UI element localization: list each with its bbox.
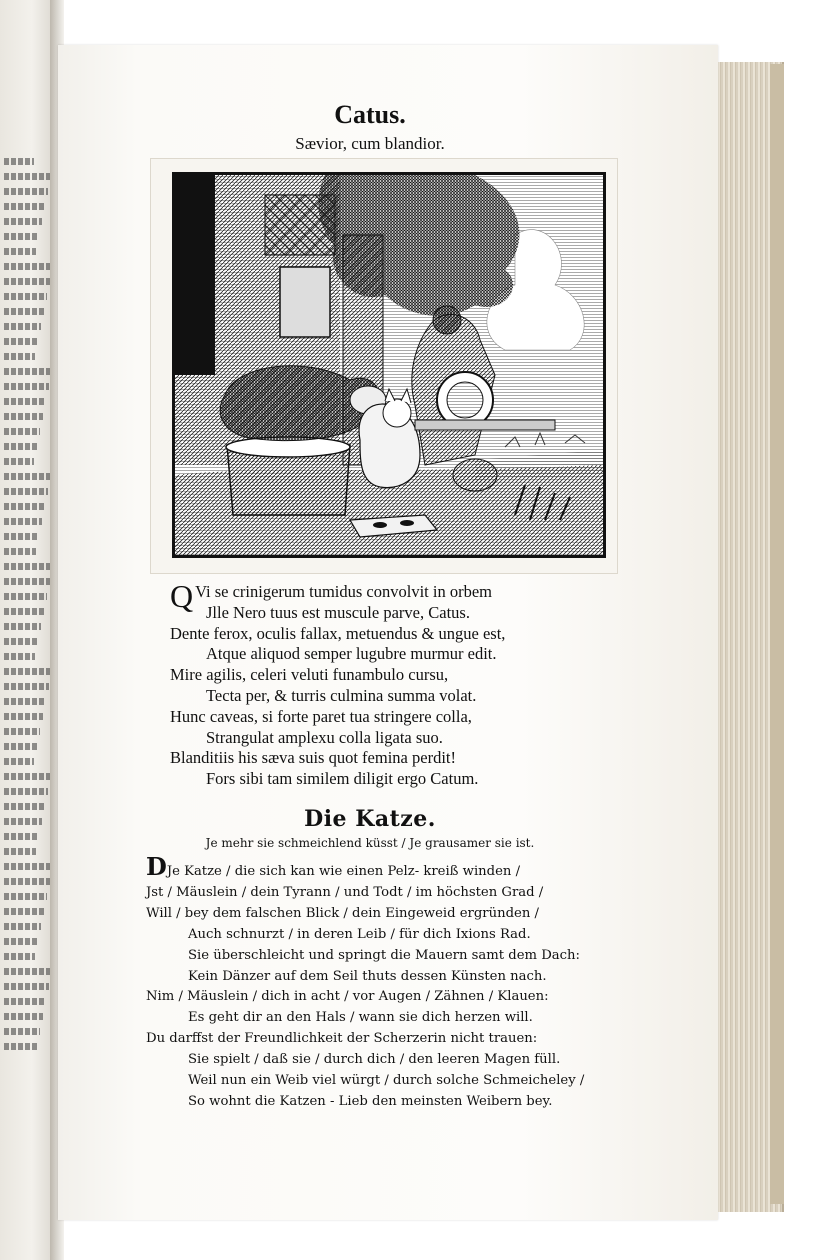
page-title: Catus. xyxy=(334,100,406,129)
latin-line-2: Jlle Nero tuus est muscule parve, Catus. xyxy=(206,602,470,622)
left-page-text-line xyxy=(4,1028,40,1035)
german-line-6: Kein Dänzer auf dem Seil thuts dessen Künsten nach. xyxy=(188,968,547,984)
left-page-text-line xyxy=(4,548,36,555)
left-page-text-line xyxy=(4,623,41,630)
german-line-8: Es geht dir an den Hals / wann sie dich herzen will. xyxy=(188,1010,533,1026)
left-page-text-line xyxy=(4,323,41,330)
latin-line-6: Tecta per, & turris culmina summa volat. xyxy=(206,685,477,705)
left-page-text-line xyxy=(4,968,52,975)
left-page-text-line xyxy=(4,998,46,1005)
german-line-5: Sie überschleicht und springt die Mauern samt dem Dach: xyxy=(188,947,580,963)
left-page-text-line xyxy=(4,758,34,765)
left-page-text-line xyxy=(4,308,44,315)
left-page-text-line xyxy=(4,188,48,195)
left-page-text-line xyxy=(4,563,53,570)
left-page-text-line xyxy=(4,848,36,855)
left-page-text-line xyxy=(4,218,42,225)
german-dropcap: D xyxy=(146,852,167,881)
left-page-text-line xyxy=(4,383,49,390)
german-line-text: Je Katze / die sich kan wie einen Pelz- kreiß winden / xyxy=(166,864,521,879)
left-page-text-line xyxy=(4,518,42,525)
left-page-text-line xyxy=(4,653,35,660)
left-page-text-line xyxy=(4,713,43,720)
left-page-text-line xyxy=(4,173,51,180)
left-page-text-line xyxy=(4,1013,43,1020)
engraving-illustration xyxy=(172,172,606,558)
latin-line-10: Fors sibi tam similem diligit ergo Catum. xyxy=(206,769,479,789)
left-page-text-line xyxy=(4,398,46,405)
left-page-text-line xyxy=(4,488,48,495)
left-page-text-line xyxy=(4,728,40,735)
left-page-text-line xyxy=(4,878,50,885)
left-page-text-line xyxy=(4,233,39,240)
german-line-1 xyxy=(146,852,606,883)
german-line-4: Auch schnurzt / in deren Leib / für dich Ixions Rad. xyxy=(188,926,531,942)
left-page-text-line xyxy=(4,353,35,360)
german-motto: Je mehr sie schmeichlend küsst / Je grausamer sie ist. xyxy=(205,836,535,850)
left-page-text-line xyxy=(4,158,34,165)
engraving-image xyxy=(175,175,603,555)
latin-line-7: Hunc caveas, si forte paret tua stringere colla, xyxy=(170,706,472,726)
page-subtitle: Sævior, cum blandior. xyxy=(295,134,445,153)
left-page-text-line xyxy=(4,578,50,585)
left-page-text-line xyxy=(4,938,38,945)
latin-line-3: Dente ferox, oculis fallax, metuendus & ungue est, xyxy=(170,623,506,643)
left-page-text-line xyxy=(4,503,45,510)
left-page-text-line xyxy=(4,908,44,915)
left-page-text-line xyxy=(4,533,39,540)
left-page-text-line xyxy=(4,953,35,960)
left-page-text-line xyxy=(4,833,39,840)
latin-poem xyxy=(170,578,570,790)
german-line-3: Will / bey dem falschen Blick / dein Eingeweid ergründen / xyxy=(146,905,539,921)
left-page-text-line xyxy=(4,893,47,900)
latin-line-9: Blanditiis his sæva suis quot femina perdit! xyxy=(170,748,456,768)
left-page-text-line xyxy=(4,263,53,270)
left-page-text-line xyxy=(4,923,41,930)
left-page-text-line xyxy=(4,638,38,645)
left-page-text-line xyxy=(4,863,53,870)
left-page-text-line xyxy=(4,983,49,990)
german-line-9: Du darffst der Freundlichkeit der Scherzerin nicht trauen: xyxy=(146,1031,538,1047)
german-line-10: Sie spielt / daß sie / durch dich / den leeren Magen füll. xyxy=(188,1052,561,1068)
book-cover-edge xyxy=(770,64,784,1204)
german-line-12: So wohnt die Katzen - Lieb den meinsten Weibern bey. xyxy=(188,1093,553,1109)
left-page-text-line xyxy=(4,683,49,690)
left-page-text-line xyxy=(4,338,38,345)
left-page-text-line xyxy=(4,413,43,420)
latin-line-5: Mire agilis, celeri veluti funambulo cursu, xyxy=(170,665,449,685)
left-page-text-line xyxy=(4,368,52,375)
left-page-text-line xyxy=(4,593,47,600)
left-page-text-line xyxy=(4,458,34,465)
left-page-text-line xyxy=(4,608,44,615)
latin-line-text: Vi se crinigerum tumidus convolvit in orbem xyxy=(195,582,492,601)
left-page-text-line xyxy=(4,1043,37,1050)
left-page-text-line xyxy=(4,668,52,675)
left-page-text-line xyxy=(4,278,50,285)
left-page-text-line xyxy=(4,698,46,705)
left-page-text-fragment xyxy=(4,150,54,1140)
left-page-text-line xyxy=(4,428,40,435)
left-page-text-line xyxy=(4,788,48,795)
latin-line-4: Atque aliquod semper lugubre murmur edit. xyxy=(206,644,497,664)
latin-dropcap: Q xyxy=(170,578,194,614)
latin-line-8: Strangulat amplexu colla ligata suo. xyxy=(206,727,443,747)
left-page-text-line xyxy=(4,803,45,810)
german-line-11: Weil nun ein Weib viel würgt / durch solche Schmeicheley / xyxy=(188,1073,585,1089)
left-page-text-line xyxy=(4,248,36,255)
german-poem xyxy=(146,852,606,1113)
german-line-7: Nim / Mäuslein / dich in acht / vor Augen / Zähnen / Klauen: xyxy=(146,989,549,1005)
left-page-text-line xyxy=(4,818,42,825)
left-page-text-line xyxy=(4,203,45,210)
left-page-text-line xyxy=(4,293,47,300)
left-page-text-line xyxy=(4,443,37,450)
german-title: Die Katze. xyxy=(304,806,436,832)
left-page-text-line xyxy=(4,473,51,480)
german-line-2: Jst / Mäuslein / dein Tyrann / und Todt / im höchsten Grad / xyxy=(146,884,544,900)
left-page-text-line xyxy=(4,743,37,750)
left-page-text-line xyxy=(4,773,51,780)
